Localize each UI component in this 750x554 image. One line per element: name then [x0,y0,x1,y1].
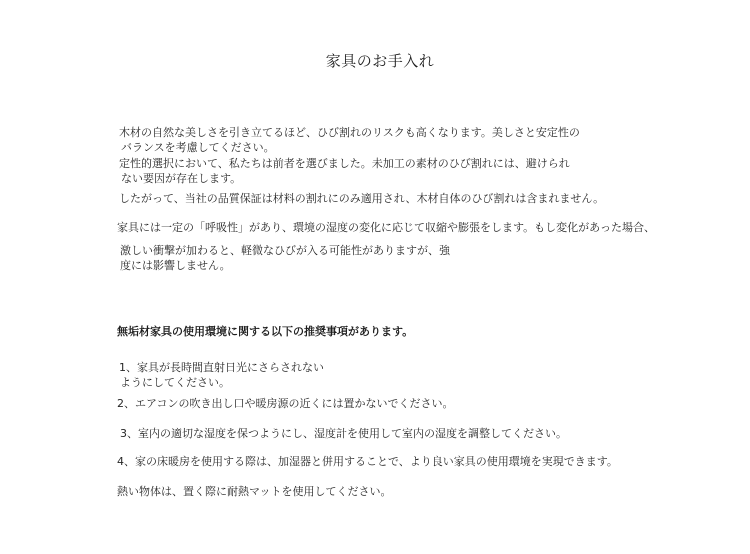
page-title: 家具のお手入れ [325,52,435,70]
recommendation-1-line-2: ようにしてください。 [120,376,230,389]
final-note: 熱い物体は、置く際に耐熱マットを使用してください。 [117,485,392,498]
paragraph-4-line-1: 家具には一定の「呼吸性」があり、環境の湿度の変化に応じて収縮や膨張をします。もし変化があった場合、 [117,221,656,234]
paragraph-1-line-1: 木材の自然な美しさを引き立てるほど、ひび割れのリスクも高くなります。美しさと安定性の [119,126,580,139]
paragraph-2-line-2: ない要因が存在します。 [121,172,242,185]
paragraph-3-line-1: したがって、当社の品質保証は材料の割れにのみ適用され、木材自体のひび割れは含まれません。 [119,192,605,205]
paragraph-5-line-2: 度には影響しません。 [120,259,231,272]
recommendation-3-line-1: 3、室内の適切な湿度を保つようにし、湿度計を使用して室内の湿度を調整してください。 [120,427,567,440]
recommendation-2-line-1: 2、エアコンの吹き出し口や暖房源の近くには置かないでください。 [117,397,454,410]
paragraph-1-line-2: バランスを考慮してください。 [121,141,275,154]
recommendations-heading: 無垢材家具の使用環境に関する以下の推奨事項があります。 [117,325,414,338]
recommendation-4-line-1: 4、家の床暖房を使用する際は、加湿器と併用することで、より良い家具の使用環境を実現できます。 [117,455,618,468]
paragraph-5-line-1: 激しい衝撃が加わると、軽微なひびが入る可能性がありますが、強 [120,244,450,257]
recommendation-1-line-1: 1、家具が長時間直射日光にさらされない [119,361,324,374]
paragraph-2-line-1: 定性的選択において、私たちは前者を選びました。未加工の素材のひび割れには、避けられ [119,157,570,170]
